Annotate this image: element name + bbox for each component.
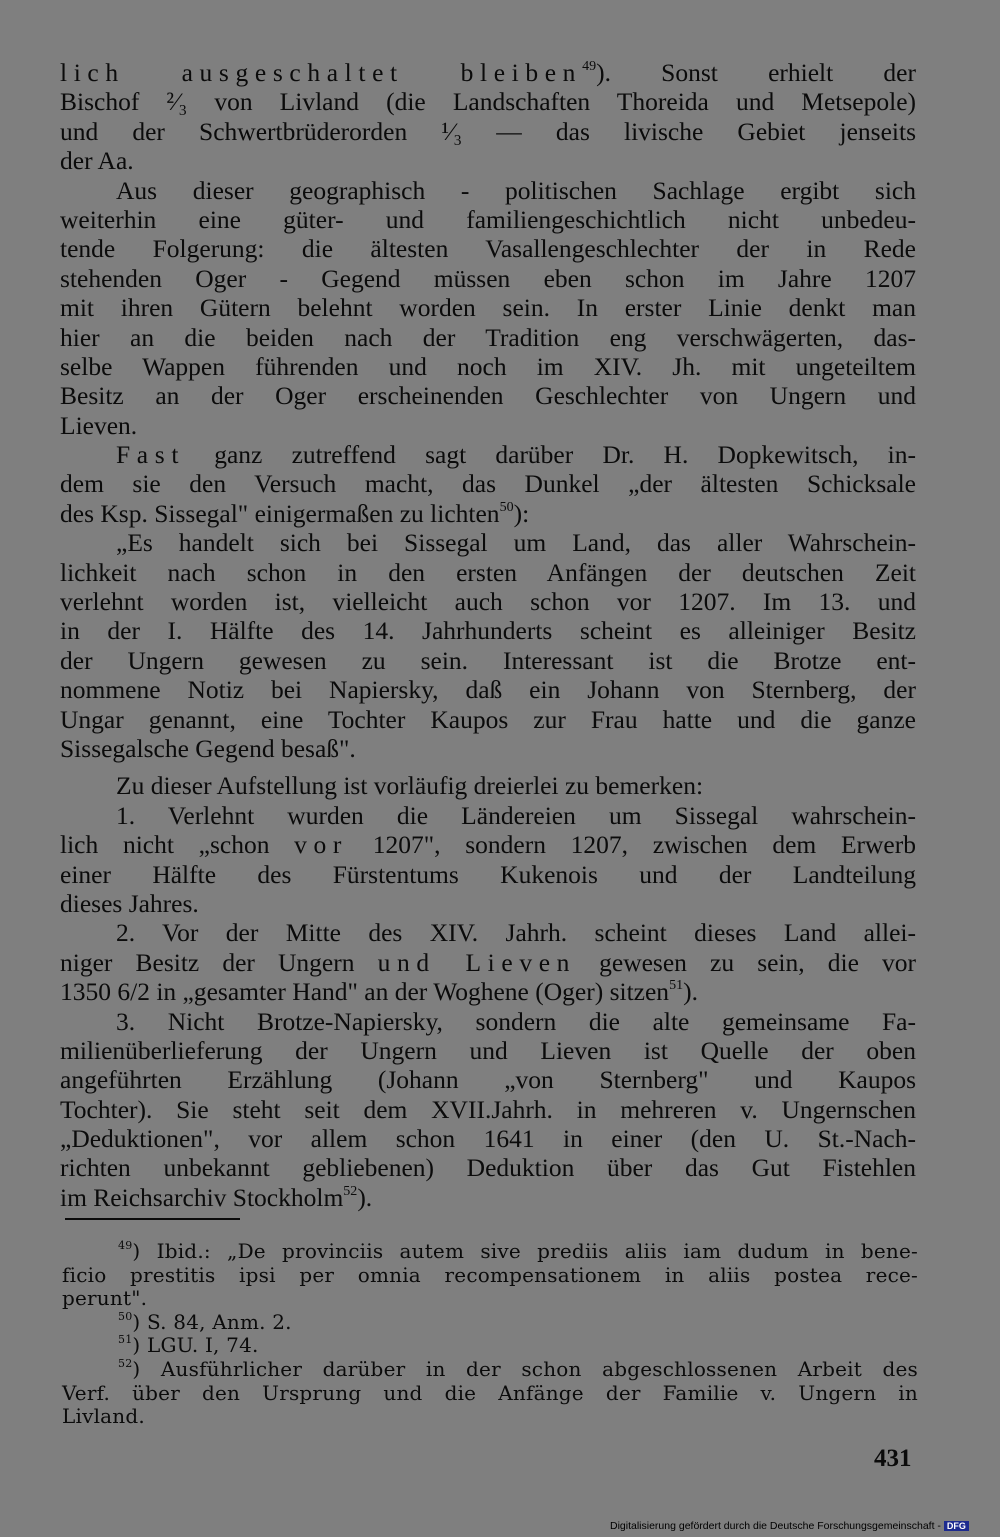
footnotes [62,1240,918,1429]
text-line: Sissegalsche Gegend besaß". [60,733,356,763]
text-run: 1207", sondern 1207, zwischen dem Erwerb [348,830,916,860]
text-line [60,830,916,859]
text-run: des Ksp. Sissegal" einigermaßen zu lichten [60,498,500,528]
text-line: einer Hälfte des Fürstentums Kukenois und der Landteilung [60,859,916,889]
text-line: angeführten Erzählung (Johann „von Sternberg" und Kaupos [60,1065,916,1095]
text-line [60,1183,916,1212]
text-line: Ungar genannt, eine Tochter Kaupos zur Frau hatte und die ganze [60,704,916,734]
text-line: dem sie den Versuch macht, das Dunkel „der ältesten Schicksale [60,469,916,499]
text-line: und der Schwertbrüderorden ¹⁄₃ — das livische Gebiet jenseits [60,116,916,146]
text-line: der Ungern gewesen zu sein. Interessant ist die Brotze ent- [60,645,916,675]
spaced-text: und Lieven [377,947,577,977]
text-run: ). [683,977,698,1007]
text-run: ) S. 84, Anm. 2. [132,1309,292,1334]
text-line [60,948,916,977]
footnote-ref: 51 [669,977,684,993]
text-line: 2. Vor der Mitte des XIV. Jahrh. scheint dieses Land allei- [116,918,916,948]
dfg-logo: DFG [944,1521,969,1531]
footnote-marker: 50 [118,1309,133,1323]
text-line: „Es handelt sich bei Sissegal um Land, das aller Wahrschein- [116,528,916,558]
text-line: Aus dieser geographisch - politischen Sachlage ergibt sich [116,175,916,205]
footnote-line: Livland. [62,1404,145,1429]
text-run: gewesen zu sein, die vor [576,947,916,977]
text-run: lich nicht „schon [60,830,295,860]
text-run: ) Ibid.: „De provinciis autem sive prediis aliis iam dudum in bene- [132,1239,918,1263]
text-line: verlehnt worden ist, vielleicht auch schon vor 1207. Im 13. und [60,587,916,617]
text-line: richten unbekannt gebliebenen) Deduktion über das Gut Fistehlen [60,1153,916,1183]
text-line: Bischof ²⁄₃ von Livland (die Landschaften Thoreida und Metsepole) [60,87,916,117]
footnote-line [62,1311,918,1335]
text-line: Tochter). Sie steht seit dem XVII.Jahrh. in mehreren v. Ungernschen [60,1094,916,1124]
footnote-ref: 50 [499,499,514,515]
footnote-marker: 49 [118,1239,133,1253]
text-line: „Deduktionen", vor allem schon 1641 in einer (den U. St.-Nach- [60,1124,916,1154]
text-line: Zu dieser Aufstellung ist vorläufig dreierlei zu bemerken: [116,771,704,801]
text-line: Lieven. [60,410,138,440]
spaced-text: lich ausgeschaltet bleiben [60,58,583,87]
footnote-line: ficio prestitis ipsi per omnia recompensationem in aliis postea rece- [62,1262,918,1287]
text-run: niger Besitz der Ungern [60,947,378,977]
text-line: der Aa. [60,146,134,176]
spaced-text: vor [294,830,349,860]
footnote-line: perunt". [62,1286,148,1311]
text-line: in der I. Hälfte des 14. Jahrhunderts scheint es alleiniger Besitz [60,616,916,646]
text-line: tende Folgerung: die ältesten Vasallengeschlechter der in Rede [60,234,916,264]
text-line [60,58,916,87]
text-run: ) Ausführlicher darüber in der schon abgeschlossenen Arbeit des [132,1356,918,1381]
text-run: ): [513,498,530,528]
text-run: 1350 6/2 in „gesamter Hand" an der Woghene (Oger) sitzen [60,977,670,1007]
text-run: ganz zutreffend sagt darüber Dr. H. Dopkewitsch, in- [185,440,916,470]
text-line: selbe Wappen führenden und noch im XIV. Jh. mit ungeteiltem [60,351,916,381]
text-run: im Reichsarchiv Stockholm [60,1182,344,1212]
text-run: ). Sonst erhielt der [596,58,916,87]
text-run: ). [357,1182,373,1212]
text-line: 1. Verlehnt wurden die Ländereien um Sissegal wahrschein- [116,800,916,830]
text-line: lichkeit nach schon in den ersten Anfängen der deutschen Zeit [60,557,916,587]
text-line: mit ihren Gütern belehnt worden sein. In erster Linie denkt man [60,293,916,323]
text-line: dieses Jahres. [60,888,199,918]
text-line [60,499,916,528]
text-run: ) LGU. I, 74. [132,1333,259,1358]
footnote-ref: 49 [582,58,597,74]
text-line: hier an die beiden nach der Tradition eng verschwägerten, das- [60,322,916,352]
footnote-line [62,1358,918,1382]
text-line: nommene Notiz bei Napiersky, daß ein Johann von Sternberg, der [60,675,916,705]
text-line: weiterhin eine güter- und familiengeschichtlich nicht unbedeu- [60,204,916,234]
footnote-marker: 51 [118,1333,133,1347]
main-text [60,58,916,1212]
footnote-marker: 52 [118,1357,133,1371]
footnote-line [62,1334,918,1358]
text-line: Besitz an der Oger erscheinenden Geschlechter von Ungern und [60,381,916,411]
page-number: 431 [874,1445,912,1472]
footnote-line [62,1240,918,1264]
text-line: stehenden Oger - Gegend müssen eben schon im Jahre 1207 [60,263,916,293]
footnote-ref: 52 [343,1183,358,1199]
digitization-credit [610,1520,969,1532]
credit-text: Digitalisierung gefördert durch die Deutsche Forschungsgemeinschaft - [610,1520,941,1532]
text-line [60,977,916,1006]
text-line [60,440,916,469]
footnote-divider [65,1218,240,1220]
text-line: 3. Nicht Brotze-Napiersky, sondern die alte gemeinsame Fa- [116,1006,916,1036]
text-line: milienüberlieferung der Ungern und Lieven ist Quelle der oben [60,1035,916,1065]
spaced-text: Fast [116,440,186,470]
footnote-line: Verf. über den Ursprung und die Anfänge der Familie v. Ungern in [62,1380,918,1405]
